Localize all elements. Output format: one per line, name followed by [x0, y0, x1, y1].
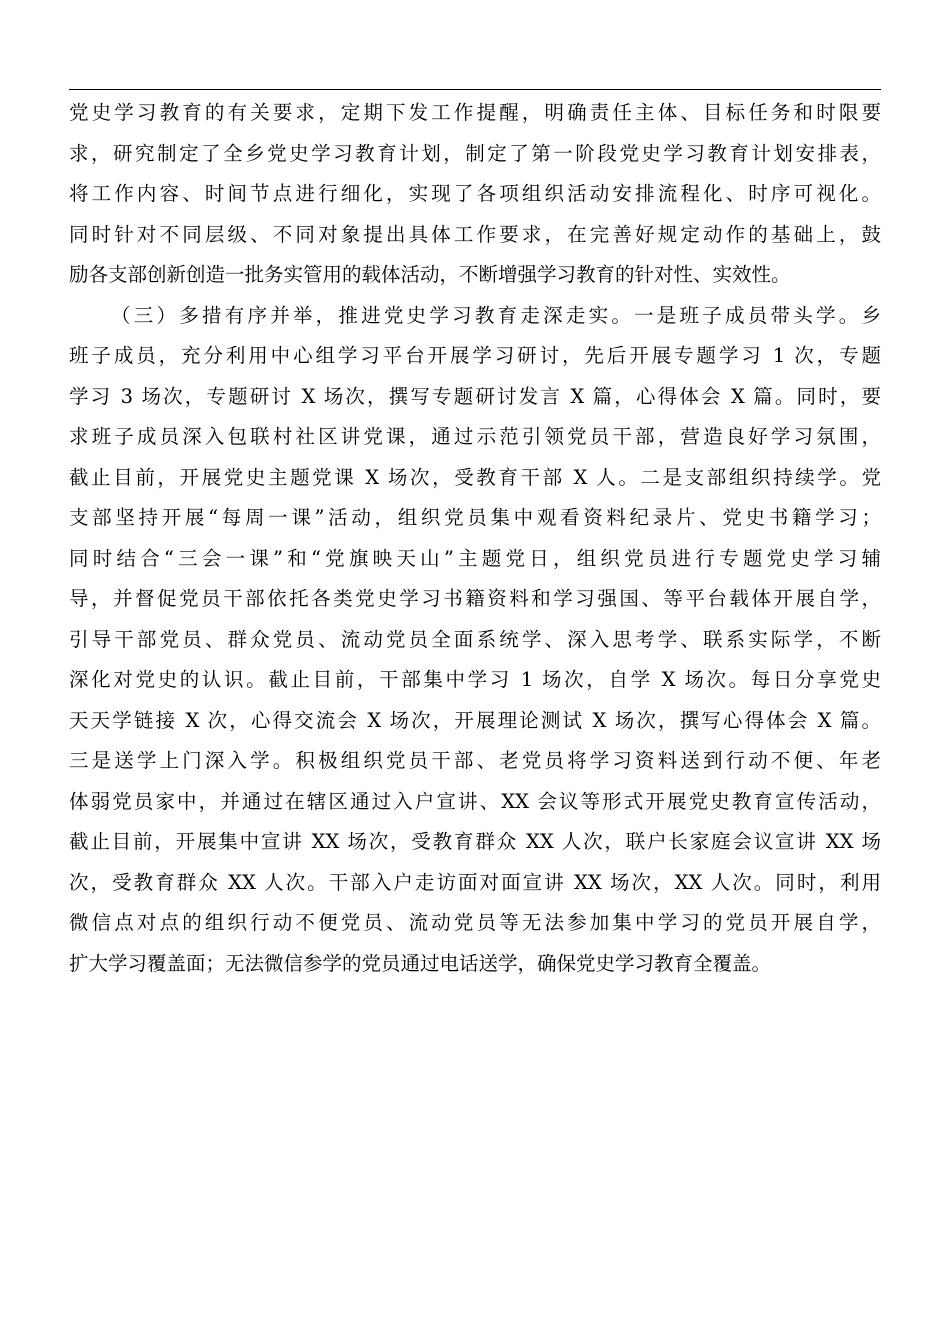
text-line: 截止目前，开展集中宣讲 XX 场次，受教育群众 XX 人次，联户长家庭会议宣讲 XX 场	[69, 830, 881, 853]
text-line: 扩大学习覆盖面；无法微信参学的党员通过电话送学，确保党史学习教育全覆盖。	[69, 951, 772, 975]
text-line: 求班子成员深入包联村社区讲党课，通过示范引领党员干部，营造良好学习氛围，	[69, 425, 881, 448]
body-text	[69, 93, 881, 984]
text-line: 励各支部创新创造一批务实管用的载体活动，不断增强学习教育的针对性、实效性。	[69, 263, 791, 286]
text-line: 同时结合“三会一课”和“党旗映天山”主题党日，组织党员进行专题党史学习辅	[69, 546, 881, 570]
text-line: 体弱党员家中，并通过在辖区通过入户宣讲、XX 会议等形式开展党史教育宣传活动，	[69, 789, 881, 813]
text-line: 班子成员，充分利用中心组学习平台开展学习研讨，先后开展专题学习 1 次，专题	[69, 344, 881, 367]
text-line: 党史学习教育的有关要求，定期下发工作提醒，明确责任主体、目标任务和时限要	[69, 101, 881, 124]
text-line: 求，研究制定了全乡党史学习教育计划，制定了第一阶段党史学习教育计划安排表，	[69, 141, 881, 165]
text-line: 深化对党史的认识。截止目前，干部集中学习 1 场次，自学 X 场次。每日分享党史	[69, 668, 881, 691]
text-line: 学习 3 场次，专题研讨 X 场次，撰写专题研讨发言 X 篇，心得体会 X 篇。同时，要	[69, 384, 881, 408]
text-line: 截止目前，开展党史主题党课 X 场次，受教育干部 X 人。二是支部组织持续学。党	[69, 465, 881, 489]
text-line: 三是送学上门深入学。积极组织党员干部、老党员将学习资料送到行动不便、年老	[69, 749, 881, 772]
text-line: 将工作内容、时间节点进行细化，实现了各项组织活动安排流程化、时序可视化。	[69, 182, 881, 205]
text-line: 微信点对点的组织行动不便党员、流动党员等无法参加集中学习的党员开展自学，	[69, 911, 881, 934]
text-line: 次，受教育群众 XX 人次。干部入户走访面对面宣讲 XX 场次，XX 人次。同时，利用	[69, 870, 881, 894]
text-line: 支部坚持开展“每周一课”活动，组织党员集中观看资料纪录片、党史书籍学习；	[69, 506, 881, 529]
text-line: 导，并督促党员干部依托各类党史学习书籍资料和学习强国、等平台载体开展自学，	[69, 587, 881, 610]
text-line: 引导干部党员、群众党员、流动党员全面系统学、深入思考学、联系实际学，不断	[69, 627, 881, 651]
text-line: 天天学链接 X 次，心得交流会 X 场次，开展理论测试 X 场次，撰写心得体会 X 篇。	[69, 708, 881, 732]
text-line: 同时针对不同层级、不同对象提出具体工作要求，在完善好规定动作的基础上，鼓	[69, 222, 881, 246]
header-rule	[69, 89, 881, 90]
paragraph-start-line: （三）多措有序并举，推进党史学习教育走深走实。一是班子成员带头学。乡	[111, 303, 881, 327]
